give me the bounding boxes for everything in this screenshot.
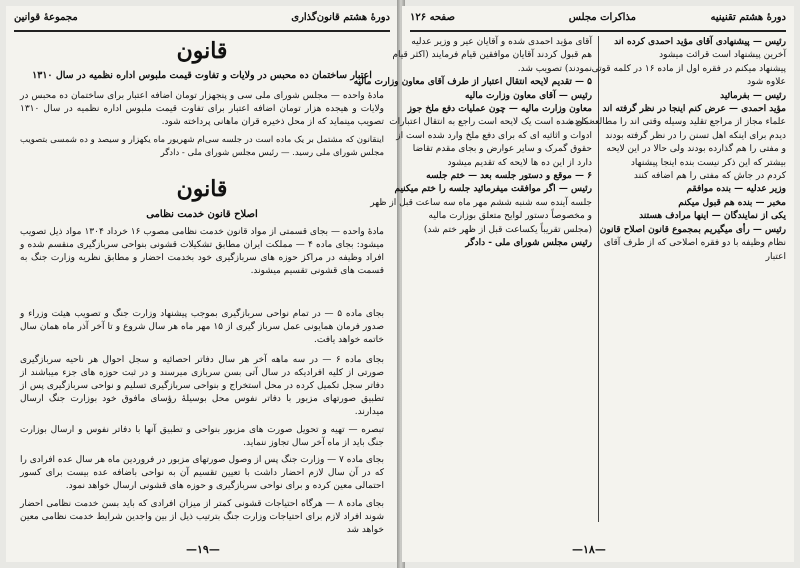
right-page-number: —۱۸— — [572, 543, 606, 556]
text-line: دارد از این ده ها لایحه که تقدیم میشود — [447, 157, 592, 168]
law1-closing: اینقانون که مشتمل بر یک ماده است در جلسه سی‌ام شهریور ماه یکهزار و سیصد و ده شمسی بتصویب مجلس شورای ملی رسید. — رئیس مجلس شورای ملی - دادگر — [20, 135, 384, 158]
law1-text: مادهٔ واحده — مجلس شورای ملی سی و پنجهزار تومان اضافه اعتبار برای ساختمان ده محبس در ولایات و هیجده هزار تومان اضافه اعتبار برای تفاوت قیمت ملبوس اداره نظمیه در سال ۱۳۱۰ تصویب مینماید که از محل ذخیره قران ماهانی پرداخته شود. — [20, 91, 384, 127]
text-line: اعتبار — [765, 251, 786, 262]
law2-text-5: بجای ماده ۷ — وزارت جنگ پس از وصول صورتهای مزبور در فروردین ماه هر سال عده افرادی را که در آن سال لازم احضار داشت با تعیین تقسیم آن به نواحی باضافه عده بیست برای کسور احتمالی معین کرده و برای نواحی سربازگیری و حوزه های قشونی ارسال خواهد نمود. — [20, 455, 384, 491]
text-line: ادوات و اثاثیه ای که برای دفع ملخ وارد شده است از — [396, 130, 592, 141]
right-header-rule — [410, 30, 786, 32]
text-line: علاوه شود — [747, 77, 786, 88]
text-line: و مفتی را هم گذارده بودند ولی حالا در این لایحه — [606, 144, 786, 155]
text-line: نمودند) تصویب شد. — [517, 63, 592, 74]
column-divider — [598, 36, 599, 522]
law2-text-4: تبصره — تهیه و تحویل صورت های مزبور بنواحی و تطبیق آنها با دفاتر نفوس و ارسال بوزارت جنگ باید از ماه آخر سال تجاوز ننماید. — [20, 425, 384, 448]
text-line: علماء مجاز از مراجع تقلید وسیله وقتی اند را مطالعه کرده — [569, 117, 786, 128]
text-line: رئیس مجلس شورای ملی - دادگر — [465, 238, 592, 249]
law2-text-2: بجای ماده ۵ — در تمام نواحی سربازگیری بموجب پیشنهاد وزارت جنگ و تصویب هیئت وزراء و صدور فرمان همایونی عمل سرباز گیری از ۱۵ مهر ماه هر سال شروع و تا آخر آذر ماه همان سال خاتمه خواهد یافت. — [20, 309, 385, 345]
law2-text-1: مادهٔ واحده — بجای قسمتی از مواد قانون خدمت نظامی مصوب ۱۶ خرداد ۱۳۰۴ مواد ذیل تصویب میشود: بجای ماده ۴ — مملکت ایران مطابق تشکیلات قشونی بنواحی سربازگیری منقسم شده و افراد وظیفه در مراکز حوزه های سربازگیری خود بخدمت احضار و مطابق نظریه وزارت جنگ به قسمت های قشونی تقسیم میشوند. — [20, 227, 384, 276]
text-line: رئیس — رأی میگیریم بمجموع قانون اصلاح قانون — [599, 224, 786, 235]
law2-text-3: بجای ماده ۶ — در سه ماهه آخر هر سال دفاتر احصائیه و سجل احوال هر ناحیه سربازگیری صورتی از کلیه افرادیکه در سال آتی بسن سربازی میرسند و در ثبت حوزه های جزء میباشند از دفاتر سجل تکمیل کرده در محل استخراج و بنواحی سربازگیری تسلیم و نواحی سربازگیری پس از تطبیق صورتهای مزبور با دفاتر نفوس محل بوسیلهٔ رؤسای مافوق خود بوزارت جنگ ارسال میدارند. — [20, 355, 384, 417]
law2-subtitle: اصلاح قانون خدمت نظامی — [146, 209, 258, 220]
left-column — [353, 36, 592, 522]
text-line: رئیس — آقای معاون وزارت مالیه — [464, 90, 592, 101]
text-line: هم قبول کردند آقایان موافقین قیام فرمایند (اکثر قیام — [392, 50, 592, 61]
text-line: وزیر عدلیه — بنده موافقم — [686, 184, 786, 195]
text-line: آخرین پیشنهاد است قرائت میشود — [659, 50, 786, 61]
text-line: جلسه آینده سه شنبه ششم مهر ماه سه ساعت قبل از ظهر — [370, 197, 592, 208]
text-line: یکی از نمایندگان — اینها مرادف هستند — [639, 211, 786, 222]
text-line: نظام وظیفه با دو فقره اصلاحی که از طرف آقای — [603, 238, 786, 249]
text-line: پیشنهاد میکنم در فقره اول از ماده ۱۶ در کلمه قوتی — [591, 63, 786, 74]
text-line: و مخصوصاً دستور لوایح متعلق بوزارت مالیه — [428, 211, 592, 222]
left-header-left: مجموعهٔ قوانین — [14, 12, 78, 23]
law2-title: قانون — [176, 176, 228, 202]
text-line: بیشتر که این ذکر نیست بنده اینجا پیشنهاد — [630, 157, 786, 168]
text-line: حقوق گمرک و سایر عوارض و بجای مقدم تقاضا — [412, 144, 592, 155]
left-header-right: دورهٔ هشتم قانون‌گذاری — [291, 12, 390, 23]
law1-subtitle: اعتبار ساختمان ده محبس در ولایات و تفاوت قیمت ملبوس اداره نظمیه در سال ۱۳۱۰ — [32, 70, 372, 81]
right-page-header — [410, 12, 786, 28]
right-column — [569, 36, 786, 522]
right-header-center: مذاکرات مجلس — [568, 12, 636, 23]
text-line: مؤید احمدی — عرض کنم اینجا در نظر گرفته اند — [602, 104, 786, 115]
text-line: رئیس — بفرمائید — [720, 90, 786, 101]
left-page — [6, 6, 398, 562]
text-line: آقای مؤید احمدی شده و آقایان عیر و وزیر عدلیه — [411, 37, 592, 47]
text-line: (مجلس تقریباً یکساعت قبل از ظهر ختم شد) — [423, 224, 592, 235]
right-header-left: صفحه ۱۲۶ — [410, 12, 455, 23]
right-page — [353, 6, 794, 562]
law2-text-6: بجای ماده ۸ — هرگاه احتیاجات قشونی کمتر از میزان افرادی که باید بسن خدمت نظامی احضار شوند افراد لازم برای احتیاجات وزارت جنگ بترتیب ذیل از بین واجدین شرایط خدمت نظامی معین خواهد شد — [20, 499, 384, 535]
text-line: تمام شده است یک لایحه است راجع به انتقال اعتبارات — [389, 117, 592, 128]
text-line: مخبر — بنده هم قبول میکنم — [678, 197, 786, 208]
text-line: ۵ — تقدیم لایحه انتقال اعتبار از طرف آقای معاون وزارت مالیه — [353, 77, 592, 88]
text-line: رئیس — پیشنهادی آقای مؤید احمدی کرده اند — [614, 37, 786, 47]
left-page-number: —۱۹— — [186, 543, 220, 556]
left-page-header — [14, 12, 390, 28]
left-header-rule — [14, 30, 390, 32]
right-header-right: دورهٔ هشتم تقنینیه — [710, 12, 786, 23]
text-line: معاون وزارت مالیه — چون عملیات دفع ملخ جوز — [407, 104, 592, 115]
text-line: ۶ — موقع و دستور جلسه بعد — ختم جلسه — [426, 171, 592, 182]
law1-title: قانون — [176, 38, 228, 64]
text-line: رئیس — اگر موافقت میفرمائید جلسه را ختم میکنیم — [394, 184, 592, 195]
text-line: کردم در جاش که مفتی را هم اضافه کنند — [633, 171, 786, 182]
text-line: دیدم برای اینکه اهل تسنن را در نظر گرفته بودند — [605, 130, 786, 141]
